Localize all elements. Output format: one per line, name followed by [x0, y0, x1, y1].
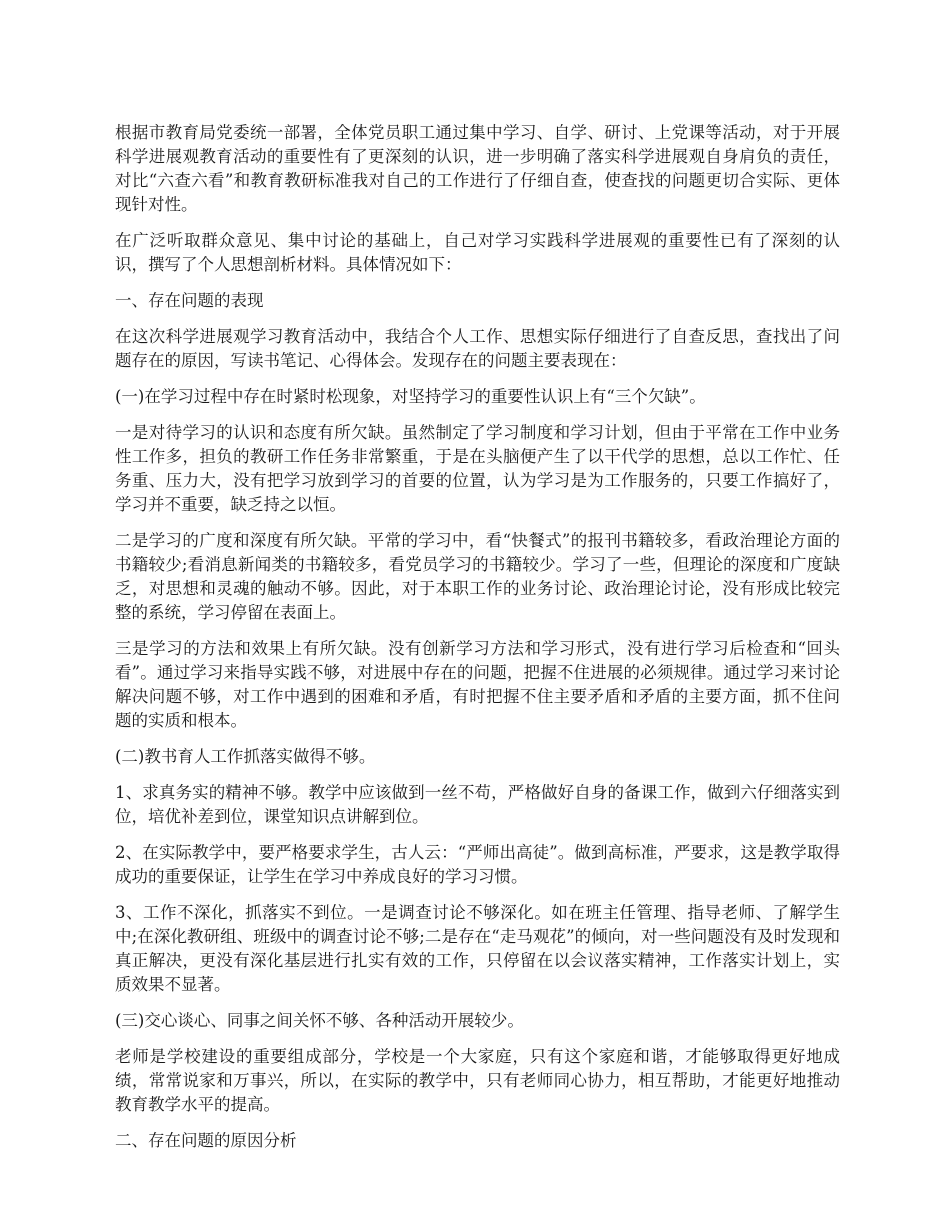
- body-paragraph: 3、工作不深化，抓落实不到位。一是调查讨论不够深化。如在班主任管理、指导老师、了解学生中;在深化教研组、班级中的调查讨论不够;二是存在“走马观花”的倾向，对一些问题没有及时发现和真正解决，更没有深化基层进行扎实有效的工作，只停留在以会议落实精神，工作落实计划上，实质效果不显著。: [115, 903, 840, 994]
- body-paragraph: 一是对待学习的认识和态度有所欠缺。虽然制定了学习制度和学习计划，但由于平常在工作中业务性工作多，担负的教研工作任务非常繁重，于是在头脑便产生了以干代学的思想，总以工作忙、任务重、压力大，没有把学习放到学习的首要的位置，认为学习是为工作服务的，只要工作搞好了，学习并不重要，缺乏持之以恒。: [115, 423, 840, 514]
- subsection-heading-1: (一)在学习过程中存在时紧时松现象，对坚持学习的重要性认识上有“三个欠缺”。: [115, 387, 706, 406]
- document-body: [115, 121, 840, 1165]
- body-paragraph: 老师是学校建设的重要组成部分，学校是一个大家庭，只有这个家庭和谐，才能够取得更好地成绩，常常说家和万事兴，所以，在实际的教学中，只有老师同心协力，相互帮助，才能更好地推动教育教学水平的提高。: [115, 1047, 840, 1114]
- section-heading-2: 二、存在问题的原因分析: [115, 1131, 297, 1150]
- intro-paragraph-2: 在广泛听取群众意见、集中讨论的基础上，自己对学习实践科学进展观的重要性已有了深刻的认识，撰写了个人思想剖析材料。具体情况如下：: [115, 231, 840, 274]
- body-paragraph: 2、在实际教学中，要严格要求学生，古人云：“严师出高徒”。做到高标准，严要求，这是教学取得成功的重要保证，让学生在学习中养成良好的学习习惯。: [115, 843, 840, 886]
- body-paragraph: 1、求真务实的精神不够。教学中应该做到一丝不苟，严格做好自身的备课工作，做到六仔细落实到位，培优补差到位，课堂知识点讲解到位。: [115, 783, 840, 826]
- section-heading-1: 一、存在问题的表现: [115, 291, 264, 310]
- section-1-intro: 在这次科学进展观学习教育活动中，我结合个人工作、思想实际仔细进行了自查反思，查找出了问题存在的原因，写读书笔记、心得体会。发现存在的问题主要表现在：: [115, 327, 840, 370]
- body-paragraph: 三是学习的方法和效果上有所欠缺。没有创新学习方法和学习形式，没有进行学习后检查和“回头看”。通过学习来指导实践不够，对进展中存在的问题，把握不住进展的必须规律。通过学习来讨论解决问题不够，对工作中遇到的困难和矛盾，有时把握不住主要矛盾和矛盾的主要方面，抓不住问题的实质和根本。: [115, 639, 840, 730]
- subsection-heading-2: (二)教书育人工作抓落实做得不够。: [115, 747, 376, 766]
- body-paragraph: 二是学习的广度和深度有所欠缺。平常的学习中，看“快餐式”的报刊书籍较多，看政治理论方面的书籍较少;看消息新闻类的书籍较多，看党员学习的书籍较少。学习了一些，但理论的深度和广度缺乏，对思想和灵魂的触动不够。因此，对于本职工作的业务讨论、政治理论讨论，没有形成比较完整的系统，学习停留在表面上。: [115, 531, 840, 622]
- intro-paragraph: 根据市教育局党委统一部署，全体党员职工通过集中学习、自学、研讨、上党课等活动，对于开展科学进展观教育活动的重要性有了更深刻的认识，进一步明确了落实科学进展观自身肩负的责任，对比“六查六看”和教育教研标准我对自己的工作进行了仔细自查，使查找的问题更切合实际、更体现针对性。: [115, 123, 840, 214]
- subsection-heading-3: (三)交心谈心、同事之间关怀不够、各种活动开展较少。: [115, 1011, 524, 1030]
